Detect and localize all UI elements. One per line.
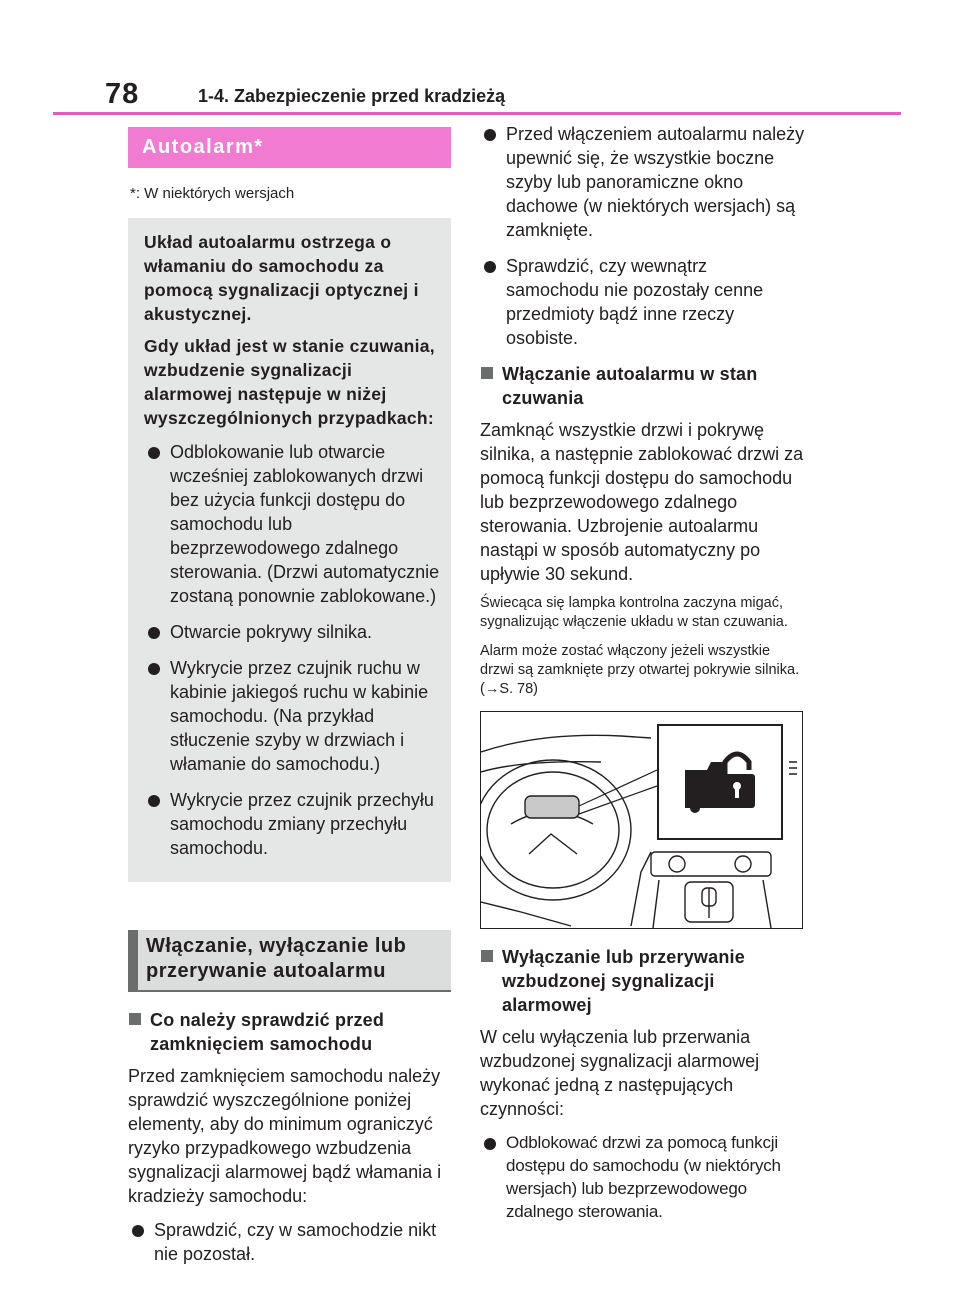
arm-note-1: Świecąca się lampka kontrolna zaczyna migać, sygnalizując włączenie układu w stan czuwania.	[480, 595, 788, 630]
bullet-dot-icon	[148, 627, 160, 639]
square-bullet-icon	[481, 367, 493, 379]
bullet-dot-icon	[132, 1225, 144, 1237]
box-intro-1: Układ autoalarmu ostrzega o włamaniu do samochodu za pomocą sygnalizacji optycznej i akustycznej.	[144, 232, 419, 324]
bullet-dot-icon	[148, 447, 160, 459]
car-lock-icon	[659, 726, 777, 834]
right-column	[480, 122, 805, 1235]
box-bullet: Wykrycie przez czujnik ruchu w kabinie jakiegoś ruchu w kabinie samochodu. (Na przykład stłuczenie szyby w drzwiach i włamanie do samochodu.)	[144, 656, 441, 776]
check-bullet: Sprawdzić, czy w samochodzie nikt nie pozostał.	[128, 1218, 451, 1266]
disarm-bullet: Odblokować drzwi za pomocą funkcji dostępu do samochodu (w niektórych wersjach) lub bezprzewodowego zdalnego sterowania.	[480, 1131, 805, 1223]
disarm-heading: Wyłączanie lub przerywanie wzbudzonej sygnalizacji alarmowej	[480, 945, 805, 1017]
box-bullet: Wykrycie przez czujnik przechyłu samochodu zmiany przechyłu samochodu.	[144, 788, 441, 860]
info-box	[128, 218, 451, 882]
indicator-callout	[657, 724, 783, 840]
autoalarm-heading: Autoalarm*	[128, 127, 451, 168]
arm-paragraph: Zamknąć wszystkie drzwi i pokrywę silnika, a następnie zablokować drzwi za pomocą funkcji dostępu do samochodu lub bezprzewodowego zdalnego sterowania. Uzbrojenie autoalarmu nastąpi w sposób automatyczny po upływie 30 sekund.	[480, 420, 804, 584]
right-bullet: Sprawdzić, czy wewnątrz samochodu nie pozostały cenne przedmioty bądź inne rzeczy osobiste.	[480, 254, 805, 350]
check-paragraph: Przed zamknięciem samochodu należy sprawdzić wyszczególnione poniżej elementy, aby do minimum ograniczyć ryzyko przypadkowego wzbudzenia sygnalizacji alarmowej bądź włamania i kradzieży samochodu:	[128, 1066, 442, 1206]
square-bullet-icon	[129, 1013, 141, 1025]
enable-heading: Włączanie, wyłączanie lub przerywanie autoalarmu	[128, 930, 451, 992]
bullet-dot-icon	[148, 663, 160, 675]
bullet-dot-icon	[484, 261, 496, 273]
box-bullet: Odblokowanie lub otwarcie wcześniej zablokowanych drzwi bez użycia funkcji dostępu do samochodu lub bezprzewodowego zdalnego sterowania. (Drzwi automatycznie zostaną ponownie zablokowane.)	[144, 440, 441, 608]
disarm-paragraph: W celu wyłączenia lub przerwania wzbudzonej sygnalizacji alarmowej wykonać jedną z następujących czynności:	[480, 1027, 760, 1119]
bullet-dot-icon	[148, 795, 160, 807]
check-heading: Co należy sprawdzić przed zamknięciem samochodu	[128, 1008, 451, 1056]
bullet-dot-icon	[484, 129, 496, 141]
arm-note-2: Alarm może zostać włączony jeżeli wszystkie drzwi są zamknięte przy otwartej pokrywie silnika. (→S. 78)	[480, 643, 800, 697]
box-intro-2: Gdy układ jest w stanie czuwania, wzbudzenie sygnalizacji alarmowej następuje w niżej wyszczególnionych przypadkach:	[144, 336, 435, 428]
dashboard-illustration	[480, 711, 803, 929]
header-rule	[53, 112, 901, 115]
page-number: 78	[105, 78, 140, 110]
section-title: 1-4. Zabezpieczenie przed kradzieżą	[198, 86, 506, 106]
right-bullet: Przed włączeniem autoalarmu należy upewnić się, że wszystkie boczne szyby lub panoramiczne okno dachowe (w niektórych wersjach) są zamknięte.	[480, 122, 805, 242]
box-bullet: Otwarcie pokrywy silnika.	[144, 620, 441, 644]
bullet-dot-icon	[484, 1138, 496, 1150]
arm-heading: Włączanie autoalarmu w stan czuwania	[480, 362, 805, 410]
square-bullet-icon	[481, 950, 493, 962]
footnote: *: W niektórych wersjach	[130, 185, 295, 202]
left-column	[128, 127, 451, 1278]
